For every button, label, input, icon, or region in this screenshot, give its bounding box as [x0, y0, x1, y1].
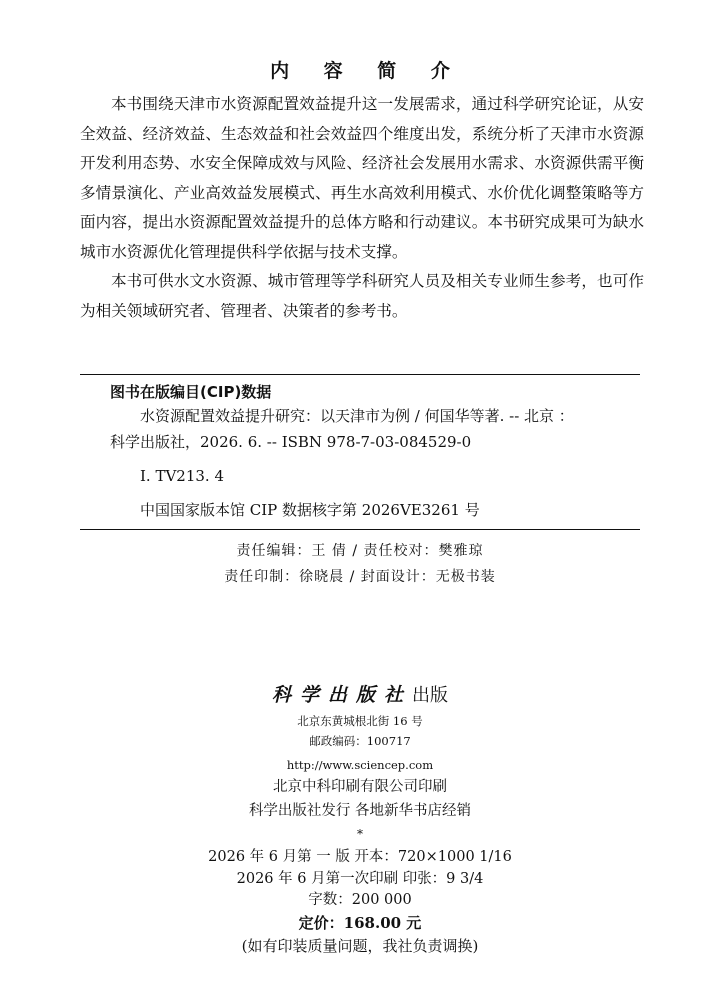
cip-publisher-line: 科学出版社，2026. 6. -- ISBN 978-7-03-084529-0 — [110, 433, 472, 451]
summary-body — [80, 90, 644, 326]
publisher-url: http://www.sciencep.com — [286, 758, 434, 772]
printer-line: 北京中科印刷有限公司印刷 — [273, 779, 447, 795]
wordcount-line: 字数：200 000 — [308, 892, 412, 908]
publisher-line — [0, 680, 720, 711]
summary-paragraph-2: 本书可供水文水资源、城市管理等学科研究人员及相关专业师生参考，也可作为相关领域研究者、管理者、决策者的参考书。 — [80, 272, 644, 320]
publisher-address: 北京东黄城根北街 16 号 — [297, 714, 423, 728]
summary-paragraph-1: 本书围绕天津市水资源配置效益提升这一发展需求，通过科学研究论证，从安全效益、经济效益、生态效益和社会效益四个维度出发，系统分析了天津市水资源开发利用态势、水安全保障成效与风险、经济社会发展用水需求、水资源供需平衡多情景演化、产业高效益发展模式、再生水高效利用模式、水价优化调整策略等方面内容，提出水资源配置效益提升的总体方略和行动建议。本书研究成果可为缺水城市水资源优化管理提供科学依据与技术支撑。 — [80, 95, 644, 261]
cip-top-rule — [80, 374, 640, 375]
imprint-block — [0, 680, 720, 958]
distribution-line: 科学出版社发行 各地新华书店经销 — [248, 803, 472, 819]
cip-record-number: 中国国家版本馆 CIP 数据核字第 2026VE3261 号 — [140, 501, 480, 519]
publisher-suffix: 出版 — [412, 685, 448, 706]
production-credit-line: 责任印制：徐晓晨 / 封面设计：无极书装 — [224, 569, 496, 585]
cip-bottom-rule — [80, 529, 640, 530]
cip-record — [110, 403, 640, 523]
cip-classification: Ⅰ. TV213. 4 — [140, 467, 225, 485]
printing-line: 2026 年 6 月第一次印刷 印张：9 3/4 — [236, 870, 484, 887]
summary-title: 内 容 简 介 — [270, 60, 464, 82]
staff-credits — [0, 538, 720, 590]
cip-title-line: 水资源配置效益提升研究：以天津市为例 / 何国华等著. -- 北京 ： — [140, 407, 574, 425]
cip-heading: 图书在版编目(CIP)数据 — [110, 383, 272, 401]
price-line: 定价：168.00 元 — [298, 913, 422, 932]
publisher-postcode: 邮政编码：100717 — [309, 734, 411, 748]
editor-credit-line: 责任编辑：王 倩 / 责任校对：樊雅琼 — [236, 543, 484, 559]
publisher-logo: 科学出版社 — [271, 684, 412, 706]
cip-block — [80, 374, 640, 530]
exchange-notice: (如有印装质量问题，我社负责调换) — [241, 936, 479, 955]
edition-line: 2026 年 6 月第 一 版 开本：720×1000 1/16 — [208, 849, 512, 865]
separator-star: * — [357, 827, 363, 841]
